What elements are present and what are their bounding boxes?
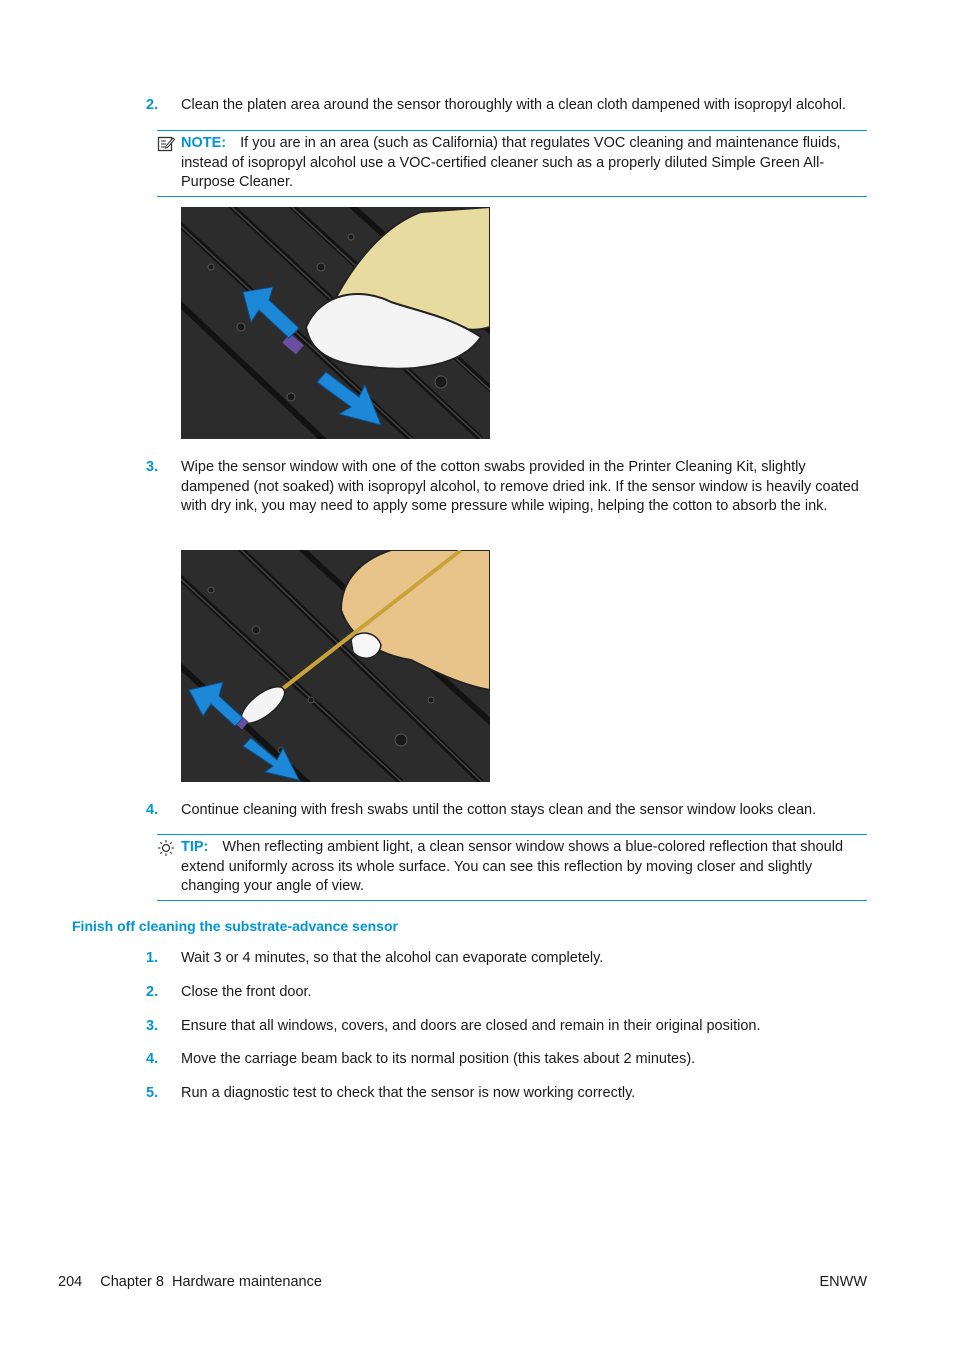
note-icon [157, 135, 175, 153]
note-callout [157, 130, 867, 197]
page-number: 204 [58, 1274, 83, 1290]
note-label: NOTE: [181, 135, 227, 151]
tip-text: When reflecting ambient light, a clean sensor window shows a blue-colored reflection that should extend uniformly across its whole surface. You can see this reflection by moving closer and slightly changing your angle of view. [181, 839, 844, 894]
finish-step-1-text: Wait 3 or 4 minutes, so that the alcohol can evaporate completely. [181, 950, 604, 966]
step-2-text: Clean the platen area around the sensor thoroughly with a clean cloth dampened with isopropyl alcohol. [181, 97, 847, 113]
chapter-title: Chapter 8 Hardware maintenance [100, 1274, 322, 1290]
note-text: If you are in an area (such as California) that regulates VOC cleaning and maintenance fluids, instead of isopropyl alcohol use a VOC-certified cleaner such as a properly diluted Simple Green All-Purpose Cleaner. [181, 135, 841, 190]
illustration-swab-clean [181, 550, 490, 782]
section-heading: Finish off cleaning the substrate-advance sensor [72, 918, 398, 934]
finish-step-3-number: 3. [146, 1018, 159, 1034]
finish-step-4-text: Move the carriage beam back to its normal position (this takes about 2 minutes). [181, 1051, 696, 1067]
tip-body [181, 835, 867, 900]
step-3-text: Wipe the sensor window with one of the cotton swabs provided in the Printer Cleaning Kit, slightly dampened (not soaked) with isopropyl alcohol, to remove dried ink. If the sensor window is heavily coated with dry ink, you may need to apply some pressure while wiping, helping the cotton to absorb the ink. [181, 459, 859, 514]
step-2-number: 2. [146, 97, 159, 113]
tip-callout [157, 834, 867, 901]
page-footer-right: ENWW [819, 1274, 867, 1290]
step-4-number: 4. [146, 802, 159, 818]
note-body [181, 131, 867, 196]
step-4-text: Continue cleaning with fresh swabs until the cotton stays clean and the sensor window looks clean. [181, 802, 817, 818]
finish-step-1-number: 1. [146, 950, 159, 966]
finish-step-2-number: 2. [146, 984, 159, 1000]
cloth-wipe-drawing [181, 207, 490, 439]
page-footer-left [58, 1273, 322, 1293]
tip-label: TIP: [181, 839, 209, 855]
finish-step-2-text: Close the front door. [181, 984, 312, 1000]
finish-step-5-text: Run a diagnostic test to check that the sensor is now working correctly. [181, 1085, 636, 1101]
step-3-number: 3. [146, 459, 159, 475]
finish-step-5-number: 5. [146, 1085, 159, 1101]
illustration-cloth-wipe [181, 207, 490, 439]
lightbulb-icon [157, 839, 175, 857]
finish-step-3-text: Ensure that all windows, covers, and doors are closed and remain in their original position. [181, 1018, 761, 1034]
finish-step-4-number: 4. [146, 1051, 159, 1067]
swab-clean-drawing [181, 550, 490, 782]
